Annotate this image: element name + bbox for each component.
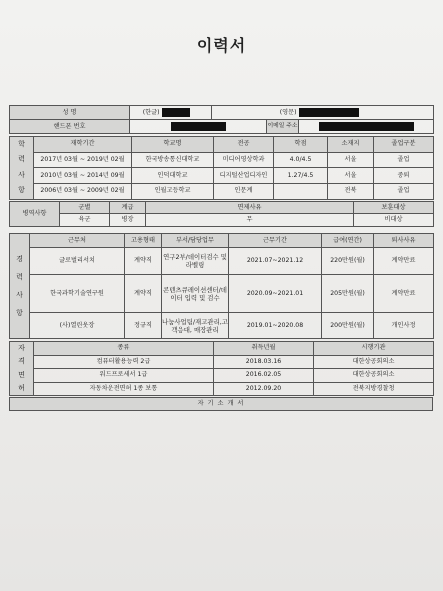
- career-header-dept: 부서/담당업무: [162, 234, 229, 248]
- edu-header-school: 학교명: [132, 137, 214, 153]
- hangul-label: (한글): [130, 106, 162, 120]
- phone-label: 핸드폰 번호: [10, 120, 130, 134]
- career-header-salary: 급여(연간): [322, 234, 374, 248]
- table-row: 육군 병장 무 비대상: [10, 214, 434, 227]
- page-title: 이력서: [196, 36, 247, 55]
- table-row: 2006년 03월 ~ 2009년 02월 인월고등학교 인문계 전북 졸업: [10, 183, 434, 199]
- email-redacted: [299, 120, 434, 134]
- military-table: [9, 201, 434, 227]
- edu-header-period: 재학기간: [34, 137, 132, 153]
- education-section-label: 학 력 사 항: [10, 137, 34, 200]
- table-row: 워드프로세서 1급 2016.02.05 대한상공회의소: [10, 369, 434, 383]
- name-label: 성 명: [10, 106, 130, 120]
- license-table: [9, 341, 434, 396]
- table-row: 컴퓨터활용능력 2급 2018.03.16 대한상공회의소: [10, 355, 434, 369]
- career-header-period: 근무기간: [229, 234, 322, 248]
- mil-header-exemption: 면제사유: [146, 202, 354, 214]
- mil-header-veteran: 보훈대상: [354, 202, 434, 214]
- personal-info-table: [9, 105, 434, 134]
- career-header-type: 고용형태: [125, 234, 162, 248]
- table-row: 자동차운전면허 1종 보통 2012.09.20 전북지방경찰청: [10, 382, 434, 396]
- career-section-label: 경 력 사 항: [10, 234, 30, 339]
- education-table: [9, 136, 434, 200]
- mil-header-branch: 군별: [60, 202, 110, 214]
- license-header-type: 종류: [34, 342, 214, 356]
- career-header-company: 근무처: [30, 234, 125, 248]
- english-label: (영문): [267, 106, 299, 120]
- hangul-name-redacted: [162, 106, 212, 120]
- license-section-label: 자 격 면 허: [10, 342, 34, 396]
- military-section-label: 병역사항: [10, 202, 60, 227]
- mil-header-rank: 계급: [110, 202, 146, 214]
- table-row: 글로벌리서치 계약직 연구2부/데이터검수 및 라벨링 2021.07~2021.12 220만원(월) 계약만료: [10, 248, 434, 275]
- table-row: (사)열린웃장 정규직 나눔사업팀/재고관리,고객응대, 매장관리 2019.01~2020.08 200만원(월) 개인사정: [10, 313, 434, 339]
- edu-header-status: 졸업구분: [374, 137, 434, 153]
- self-intro-table: [9, 397, 433, 411]
- table-row: 한국과학기술연구원 계약직 콘텐츠큐레이션센터/데이터 입력 및 검수 2020.09~2021.01 205만원(월) 계약만료: [10, 275, 434, 313]
- career-header-reason: 퇴사사유: [374, 234, 434, 248]
- edu-header-gpa: 학점: [274, 137, 328, 153]
- career-table: [9, 233, 434, 339]
- phone-redacted: [130, 120, 267, 134]
- edu-header-major: 전공: [214, 137, 274, 153]
- email-label: 이메일 주소: [267, 120, 299, 134]
- self-intro-label: 자 기 소 개 서: [10, 398, 433, 411]
- license-header-date: 취득년월: [214, 342, 314, 356]
- edu-header-location: 소재지: [328, 137, 374, 153]
- table-row: 2010년 03월 ~ 2014년 09월 인덕대학교 디지털산업디자인 1.27/4.5 서울 중퇴: [10, 168, 434, 184]
- english-name-redacted: [299, 106, 434, 120]
- table-row: 2017년 03월 ~ 2019년 02월 한국방송통신대학교 미디어영상학과 4.0/4.5 서울 졸업: [10, 152, 434, 168]
- license-header-issuer: 시행기관: [314, 342, 434, 356]
